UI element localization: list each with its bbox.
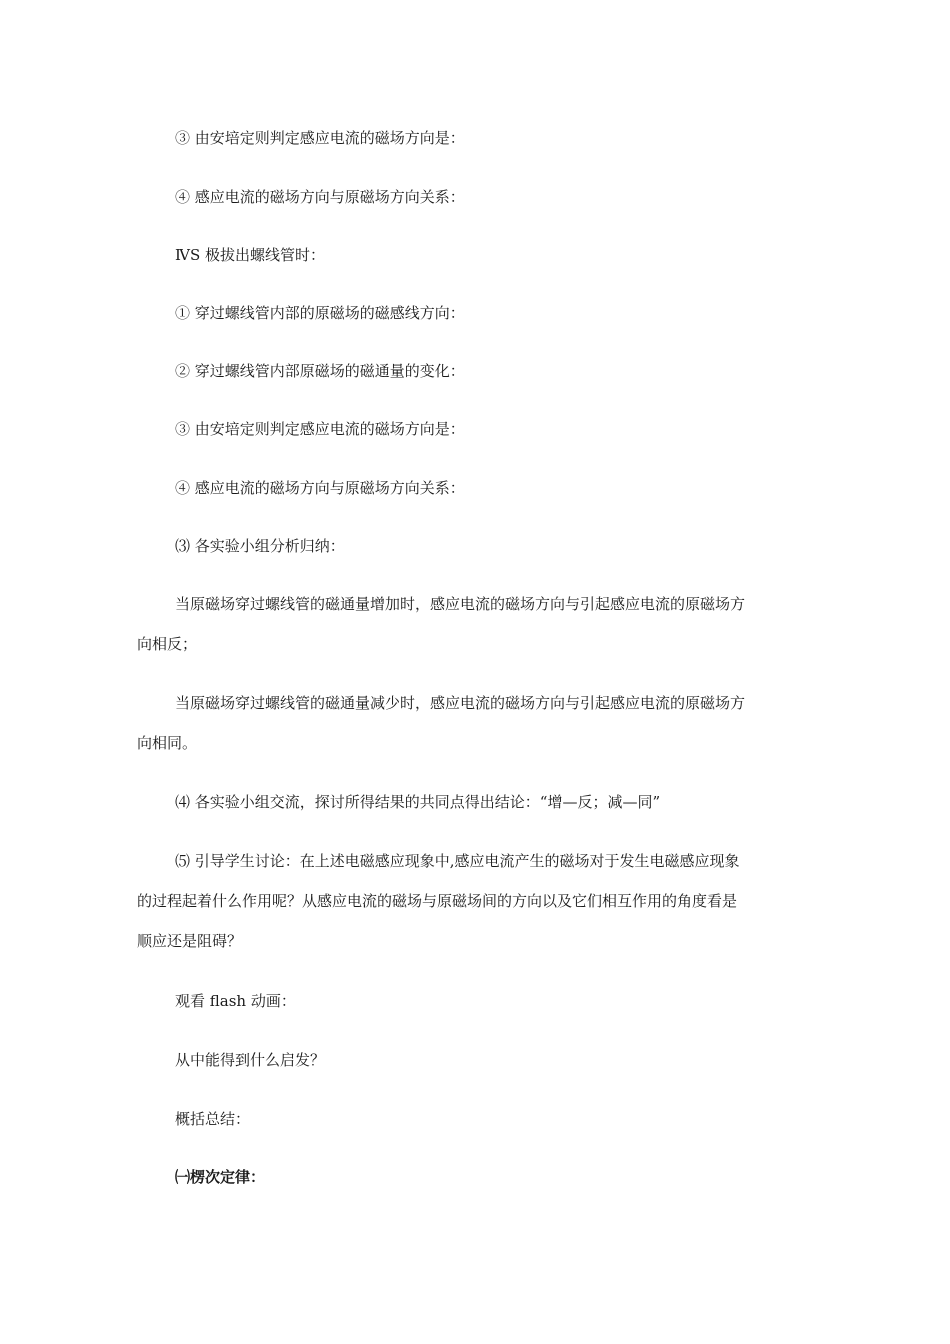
step-3-ampere-rule: ③ 由安培定则判定感应电流的磁场方向是： [175, 129, 465, 147]
step-4-field-relation: ④ 感应电流的磁场方向与原磁场方向关系： [175, 188, 465, 206]
item-5-discussion-line-3: 顺应还是阻碍？ [137, 932, 243, 950]
inspiration-question: 从中能得到什么启发？ [175, 1051, 326, 1069]
item-4-conclusion: ⑷ 各实验小组交流，探讨所得结果的共同点得出结论：“增—反；减—同” [175, 793, 661, 811]
case-iv-heading: ⅣS 极拔出螺线管时： [175, 246, 326, 264]
summary-label: 概括总结： [175, 1110, 251, 1128]
step-4-field-relation-2: ④ 感应电流的磁场方向与原磁场方向关系： [175, 479, 465, 497]
paragraph-decrease-line-1: 当原磁场穿过螺线管的磁通量减少时，感应电流的磁场方向与引起感应电流的原磁场方 [175, 694, 746, 712]
paragraph-increase-line-2: 向相反； [137, 635, 198, 653]
step-1-field-direction: ① 穿过螺线管内部的原磁场的磁感线方向： [175, 304, 465, 322]
item-5-discussion-line-2: 的过程起着什么作用呢？从感应电流的磁场与原磁场间的方向以及它们相互作用的角度看是 [137, 892, 738, 910]
paragraph-increase-line-1: 当原磁场穿过螺线管的磁通量增加时，感应电流的磁场方向与引起感应电流的原磁场方 [175, 595, 746, 613]
item-3-summary: ⑶ 各实验小组分析归纳： [175, 537, 345, 555]
step-2-flux-change: ② 穿过螺线管内部原磁场的磁通量的变化： [175, 362, 465, 380]
flash-animation-line: 观看 flash 动画： [175, 992, 296, 1010]
step-3-ampere-rule-2: ③ 由安培定则判定感应电流的磁场方向是： [175, 420, 465, 438]
lenz-law-heading: ㈠楞次定律： [175, 1168, 266, 1186]
item-5-discussion-line-1: ⑸ 引导学生讨论：在上述电磁感应现象中,感应电流产生的磁场对于发生电磁感应现象 [175, 852, 740, 870]
paragraph-decrease-line-2: 向相同。 [137, 734, 198, 752]
